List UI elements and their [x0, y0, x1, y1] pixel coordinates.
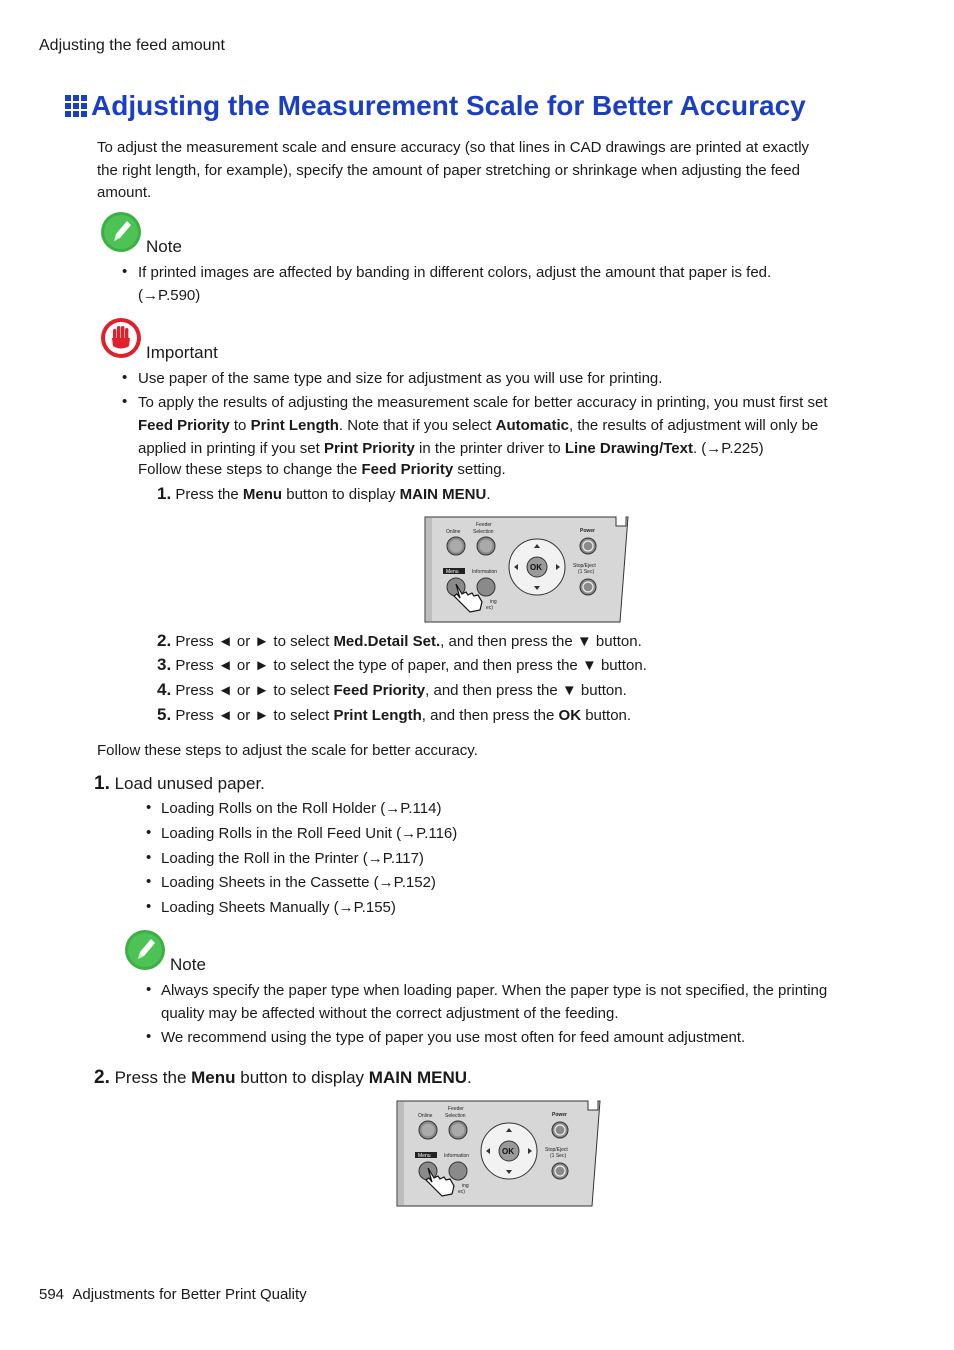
- note2-item-1-line-1: Always specify the paper type when loading paper. When the paper type is not specified, the printing: [161, 982, 828, 999]
- stop-eject-label: Stop/Eject: [573, 563, 596, 569]
- note1-item-line-1: If printed images are affected by banding in different colors, adjust the amount that paper is fed.: [138, 264, 772, 281]
- step-1: 1. Load unused paper.: [94, 773, 265, 794]
- intro-line-1: To adjust the measurement scale and ensure accuracy (so that lines in CAD drawings are printed at exactly: [97, 139, 810, 156]
- bullet: •: [146, 873, 152, 890]
- menu-label: Menu: [446, 569, 459, 575]
- control-panel-illustration: [396, 1100, 602, 1208]
- page-title-text: Adjusting the Measurement Scale for Better Accuracy: [91, 90, 806, 121]
- bullet: •: [146, 849, 152, 866]
- information-label: Information: [444, 1153, 470, 1159]
- load-link-manual[interactable]: Loading Sheets Manually (→P.155): [161, 899, 396, 916]
- step-2: 2. Press the Menu button to display MAIN MENU.: [94, 1067, 472, 1088]
- substep-4: 4. Press ◄ or ► to select Feed Priority, and then press the ▼ button.: [157, 680, 627, 699]
- note-label: Note: [146, 237, 182, 256]
- substep-3: 3. Press ◄ or ► to select the type of paper, and then press the ▼ button.: [157, 655, 647, 674]
- intro-line-2: the right length, for example), specify the amount of paper stretching or shrinkage when adjusting the feed: [97, 162, 800, 179]
- note-pencil-icon: [100, 211, 142, 253]
- selection-label: Selection: [445, 1113, 466, 1119]
- feeder-label: Feeder: [476, 522, 492, 528]
- cut-off-label: ec): [458, 1189, 465, 1195]
- important-item-1: Use paper of the same type and size for adjustment as you will use for printing.: [138, 370, 663, 387]
- ok-label: OK: [502, 1147, 514, 1156]
- note-pencil-icon: [124, 929, 166, 971]
- important-hand-icon: [100, 317, 142, 359]
- cut-off-label: ec): [486, 605, 493, 611]
- bullet: •: [146, 898, 152, 915]
- load-link-cassette[interactable]: Loading Sheets in the Cassette (→P.152): [161, 874, 436, 891]
- load-link-roll-printer[interactable]: Loading the Roll in the Printer (→P.117): [161, 850, 424, 867]
- cut-off-label: ing: [462, 1183, 469, 1189]
- bullet: •: [146, 799, 152, 816]
- note2-item-1-line-2: quality may be affected without the correct adjustment of the feeding.: [161, 1005, 619, 1022]
- stop-eject-sec-label: (1 Sec): [578, 569, 595, 575]
- load-link-roll-holder[interactable]: Loading Rolls on the Roll Holder (→P.114): [161, 800, 442, 817]
- feeder-label: Feeder: [448, 1106, 464, 1112]
- bullet: •: [122, 263, 128, 280]
- important-label: Important: [146, 343, 218, 362]
- page-footer: [39, 1286, 307, 1303]
- important-item-2-line-1: To apply the results of adjusting the measurement scale for better accuracy in printing, you must first set: [138, 394, 828, 411]
- footer-section: Adjustments for Better Print Quality: [72, 1286, 307, 1303]
- grid-icon: [65, 95, 87, 117]
- online-label: Online: [418, 1113, 433, 1119]
- important-item-2-line-2: Feed Priority to Print Length. Note that if you select Automatic, the results of adjustment will only be: [138, 417, 819, 434]
- load-link-roll-feed-unit[interactable]: Loading Rolls in the Roll Feed Unit (→P.116): [161, 825, 458, 842]
- bullet: •: [122, 369, 128, 386]
- follow-steps-text: Follow these steps to adjust the scale for better accuracy.: [97, 742, 478, 759]
- note2-item-2: We recommend using the type of paper you use most often for feed amount adjustment.: [161, 1029, 746, 1046]
- power-label: Power: [580, 528, 596, 534]
- stop-eject-sec-label: (1 Sec): [550, 1153, 567, 1159]
- online-label: Online: [446, 529, 461, 535]
- cut-off-label: ing: [490, 599, 497, 605]
- note-label: Note: [170, 955, 206, 974]
- intro-line-3: amount.: [97, 184, 152, 201]
- information-label: Information: [472, 569, 498, 575]
- page-number: 594: [39, 1286, 65, 1303]
- bullet: •: [122, 393, 128, 410]
- substep-1: 1. Press the Menu button to display MAIN MENU.: [157, 484, 491, 503]
- note1-item-line-2: (→P.590): [138, 287, 201, 304]
- ok-label: OK: [530, 563, 542, 572]
- substep-5: 5. Press ◄ or ► to select Print Length, and then press the OK button.: [157, 705, 632, 724]
- bullet: •: [146, 1028, 152, 1045]
- selection-label: Selection: [473, 529, 494, 535]
- substep-2: 2. Press ◄ or ► to select Med.Detail Set., and then press the ▼ button.: [157, 631, 642, 650]
- important-item-2-line-3: applied in printing if you set Print Priority in the printer driver to Line Drawing/Text. (→P.225): [138, 440, 764, 457]
- power-label: Power: [552, 1112, 568, 1118]
- bullet: •: [146, 981, 152, 998]
- stop-eject-label: Stop/Eject: [545, 1147, 568, 1153]
- bullet: •: [146, 824, 152, 841]
- page-title: [65, 88, 806, 124]
- important-item-2-line-4: Follow these steps to change the Feed Priority setting.: [138, 461, 506, 478]
- menu-label: Menu: [418, 1153, 431, 1159]
- control-panel-illustration: [424, 516, 630, 624]
- running-header: Adjusting the feed amount: [39, 37, 225, 54]
